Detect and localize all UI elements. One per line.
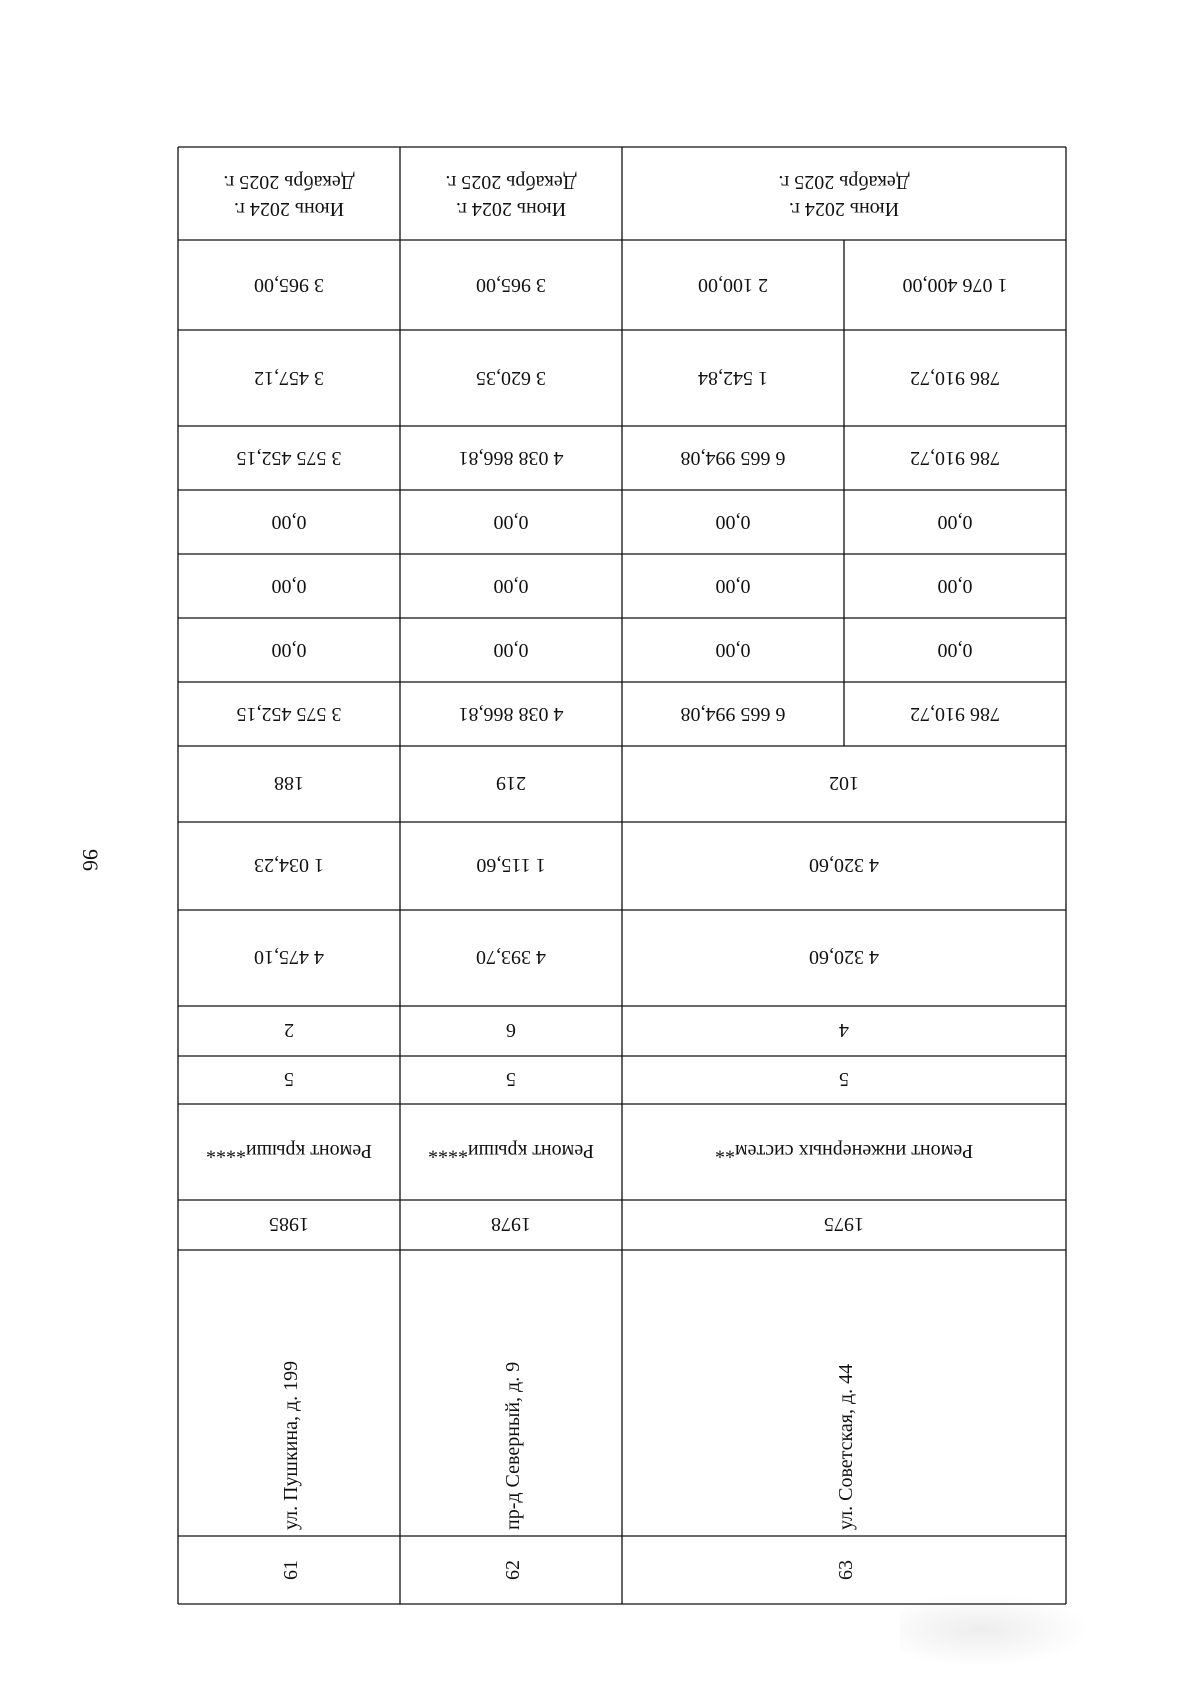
row-63-c7: 4 320,60 xyxy=(809,946,879,968)
row-61-c8: 1 034,23 xyxy=(254,854,324,876)
row-62-c10: 4 038 866,81 xyxy=(458,703,564,725)
row-62-c9: 219 xyxy=(496,772,526,794)
row-63a-c15: 1 542,84 xyxy=(698,367,768,389)
row-61-number: 61 xyxy=(280,1560,302,1580)
row-62-c14: 4 038 866,81 xyxy=(458,447,564,469)
row-61-period-start: Июнь 2024 г. xyxy=(233,198,345,220)
table-row xyxy=(428,171,594,1580)
row-62-c7: 4 393,70 xyxy=(476,946,546,968)
row-63a-c10: 6 665 994,08 xyxy=(680,703,786,725)
row-61-c5: 5 xyxy=(284,1068,294,1090)
row-62-c11: 0,00 xyxy=(493,639,529,661)
row-61-c16: 3 965,00 xyxy=(254,274,324,296)
row-63-period-start: Июнь 2024 г. xyxy=(788,198,900,220)
row-62-year: 1978 xyxy=(491,1213,531,1235)
page-number: 96 xyxy=(78,849,103,871)
row-63-year: 1975 xyxy=(824,1213,864,1235)
row-63-period-end: Декабрь 2025 г. xyxy=(778,171,910,193)
row-62-c13: 0,00 xyxy=(493,511,529,533)
row-61-period-end: Декабрь 2025 г. xyxy=(223,171,355,193)
row-63b-c14: 786 910,72 xyxy=(910,447,1000,469)
row-62-c5: 5 xyxy=(506,1068,516,1090)
row-63a-c13: 0,00 xyxy=(715,511,751,533)
row-63b-c11: 0,00 xyxy=(937,639,973,661)
row-63b-c16: 1 076 400,00 xyxy=(902,274,1008,296)
row-63-c5: 5 xyxy=(839,1068,849,1090)
row-63-address: ул. Советская, д. 44 xyxy=(835,1363,857,1530)
row-62-address: пр-д Северный, д. 9 xyxy=(502,1361,524,1530)
row-63b-c15: 786 910,72 xyxy=(910,367,1000,389)
row-61-c10: 3 575 452,15 xyxy=(236,703,342,725)
row-61-c14: 3 575 452,15 xyxy=(236,447,342,469)
row-61-work-type: Ремонт крыши**** xyxy=(205,1140,373,1162)
row-61-c13: 0,00 xyxy=(271,511,307,533)
row-62-c12: 0,00 xyxy=(493,575,529,597)
row-62-period-start: Июнь 2024 г. xyxy=(455,198,567,220)
row-63a-c16: 2 100,00 xyxy=(698,274,768,296)
row-62-c15: 3 620,35 xyxy=(476,367,546,389)
row-61-c6: 2 xyxy=(284,1019,294,1041)
row-63b-c12: 0,00 xyxy=(937,575,973,597)
row-61-c12: 0,00 xyxy=(271,575,307,597)
row-61-c11: 0,00 xyxy=(271,639,307,661)
row-62-c8: 1 115,60 xyxy=(476,854,546,876)
row-63b-c10: 786 910,72 xyxy=(910,703,1000,725)
row-63a-c11: 0,00 xyxy=(715,639,751,661)
row-61-c15: 3 457,12 xyxy=(254,367,324,389)
row-62-work-type: Ремонт крыши**** xyxy=(427,1140,595,1162)
row-62-c6: 6 xyxy=(506,1019,516,1041)
row-62-c16: 3 965,00 xyxy=(476,274,546,296)
row-63-work-type: Ремонт инженерных систем** xyxy=(714,1140,974,1162)
row-61-c7: 4 475,10 xyxy=(254,946,324,968)
row-61-address: ул. Пушкина, д. 199 xyxy=(280,1360,302,1530)
row-63a-c12: 0,00 xyxy=(715,575,751,597)
table-row xyxy=(206,171,372,1580)
row-62-period-end: Декабрь 2025 г. xyxy=(445,171,577,193)
row-63-c8: 4 320,60 xyxy=(809,854,879,876)
row-63-number: 63 xyxy=(835,1560,857,1580)
row-61-year: 1985 xyxy=(269,1213,309,1235)
row-62-number: 62 xyxy=(502,1560,524,1580)
row-63b-c13: 0,00 xyxy=(937,511,973,533)
row-61-c9: 188 xyxy=(274,772,304,794)
row-63-c6: 4 xyxy=(839,1019,849,1041)
row-63-c9: 102 xyxy=(829,772,859,794)
row-63a-c14: 6 665 994,08 xyxy=(680,447,786,469)
